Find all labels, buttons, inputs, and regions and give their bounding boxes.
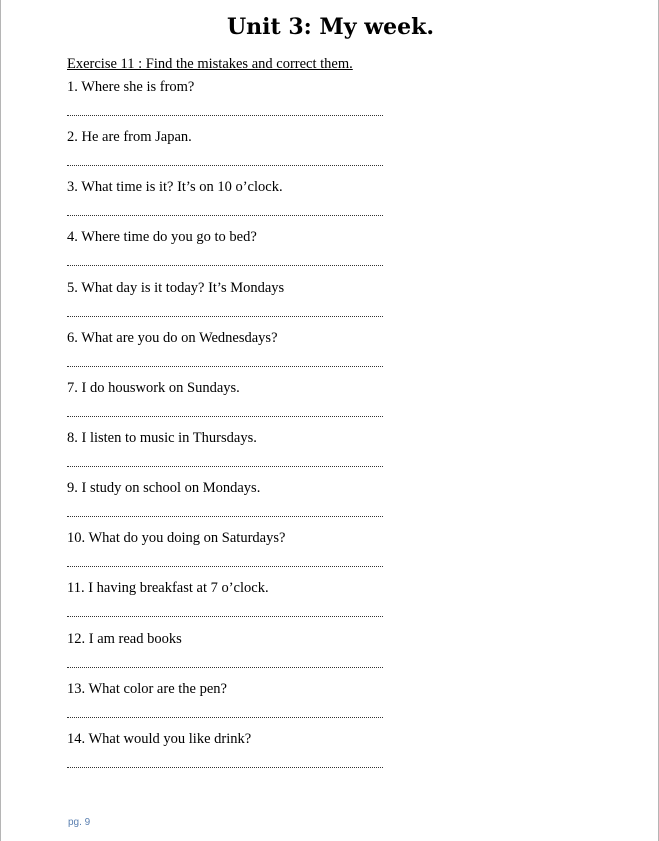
- exercise-question: 8. I listen to music in Thursdays.: [67, 429, 257, 446]
- answer-line: [67, 416, 383, 417]
- answer-line: [67, 366, 383, 367]
- answer-line: [67, 717, 383, 718]
- exercise-question: 5. What day is it today? It’s Mondays: [67, 279, 285, 296]
- exercise-question: 9. I study on school on Mondays.: [67, 480, 261, 497]
- answer-line: [67, 165, 383, 166]
- exercise-question: 11. I having breakfast at 7 o’clock.: [67, 580, 269, 597]
- page-title: Unit 3: My week.: [226, 14, 435, 40]
- exercise-question: 13. What color are the pen?: [67, 680, 227, 697]
- answer-line: [67, 566, 383, 567]
- exercise-question: 6. What are you do on Wednesdays?: [67, 329, 278, 346]
- answer-line: [67, 215, 383, 216]
- exercise-question: 10. What do you doing on Saturdays?: [67, 530, 286, 547]
- exercise-question: 1. Where she is from?: [67, 79, 195, 95]
- answer-line: [67, 616, 383, 617]
- exercise-question: 7. I do houswork on Sundays.: [67, 379, 240, 396]
- answer-line: [67, 516, 383, 517]
- exercise-question: 4. Where time do you go to bed?: [67, 229, 257, 246]
- answer-line: [67, 115, 383, 116]
- exercise-instruction: Exercise 11 : Find the mistakes and correct them.: [67, 56, 353, 72]
- answer-line: [67, 667, 383, 668]
- answer-line: [67, 316, 383, 317]
- exercise-question: 14. What would you like drink?: [67, 730, 252, 747]
- answer-line: [67, 767, 383, 768]
- page-number: pg. 9: [68, 817, 91, 828]
- exercise-question: 12. I am read books: [67, 630, 182, 647]
- answer-line: [67, 265, 383, 266]
- answer-line: [67, 466, 383, 467]
- exercise-question: 3. What time is it? It’s on 10 o’clock.: [67, 179, 283, 196]
- exercise-question: 2. He are from Japan.: [67, 129, 192, 146]
